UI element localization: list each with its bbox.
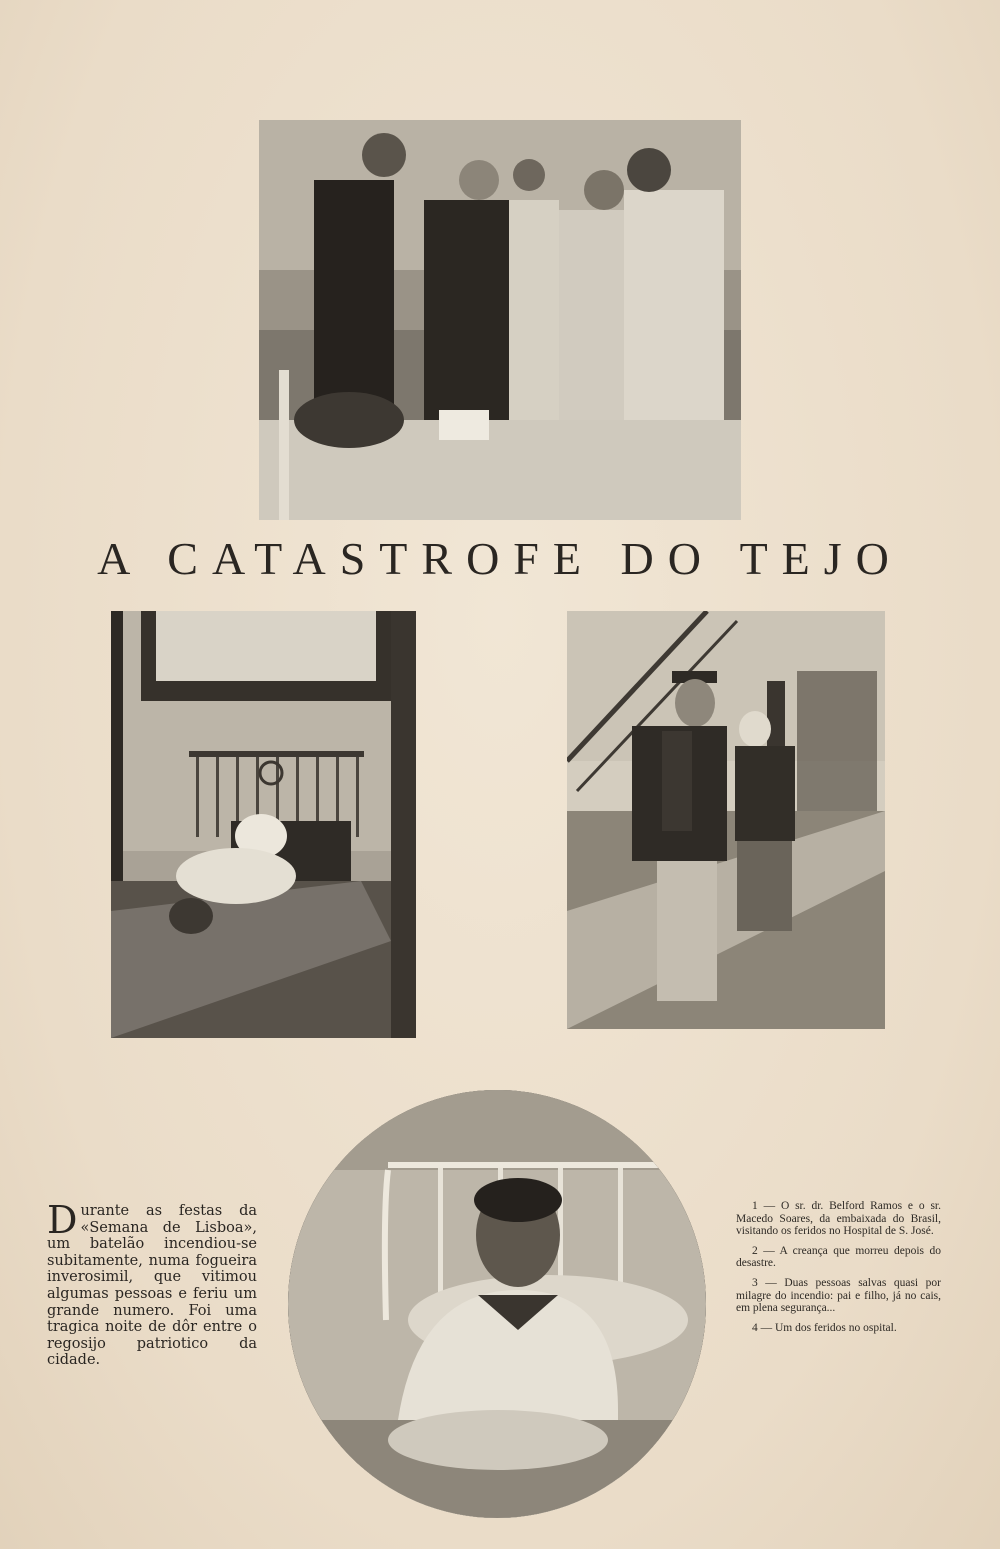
intro-paragraph [47,1198,257,1369]
caption-2: 2 — A creança que morreu depois do desastre. [736,1244,941,1270]
caption-1: 1 — O sr. dr. Belford Ramos e o sr. Macedo Soares, da embaixada do Brasil, visitando os feridos no Hospital de S. José. [736,1200,941,1238]
wounded-man-in-bed-photo [288,1090,706,1518]
caption-4: 4 — Um dos feridos no ospital. [752,1321,897,1334]
intro-text: urante as festas da «Semana de Lisboa», um batelão incendiou-se subitamente, numa fogueira inverosimil, que vitimou algumas pessoas e feriu um grande numero. Foi uma tragica noite de dôr entre o regosijo patriotico da cidade. [47,1203,257,1369]
child-in-bed-photo [111,611,416,1038]
photo-captions [736,1200,941,1341]
caption-3: 3 — Duas pessoas salvas quasi por milagre do incendio: pai e filho, já no cais, em plena segurança... [736,1276,941,1315]
page-headline: A CATASTROFE DO TEJO [97,533,903,584]
drop-cap: D [47,1198,78,1242]
hospital-visit-photo [259,120,741,520]
father-and-son-on-quay-photo [567,611,885,1029]
